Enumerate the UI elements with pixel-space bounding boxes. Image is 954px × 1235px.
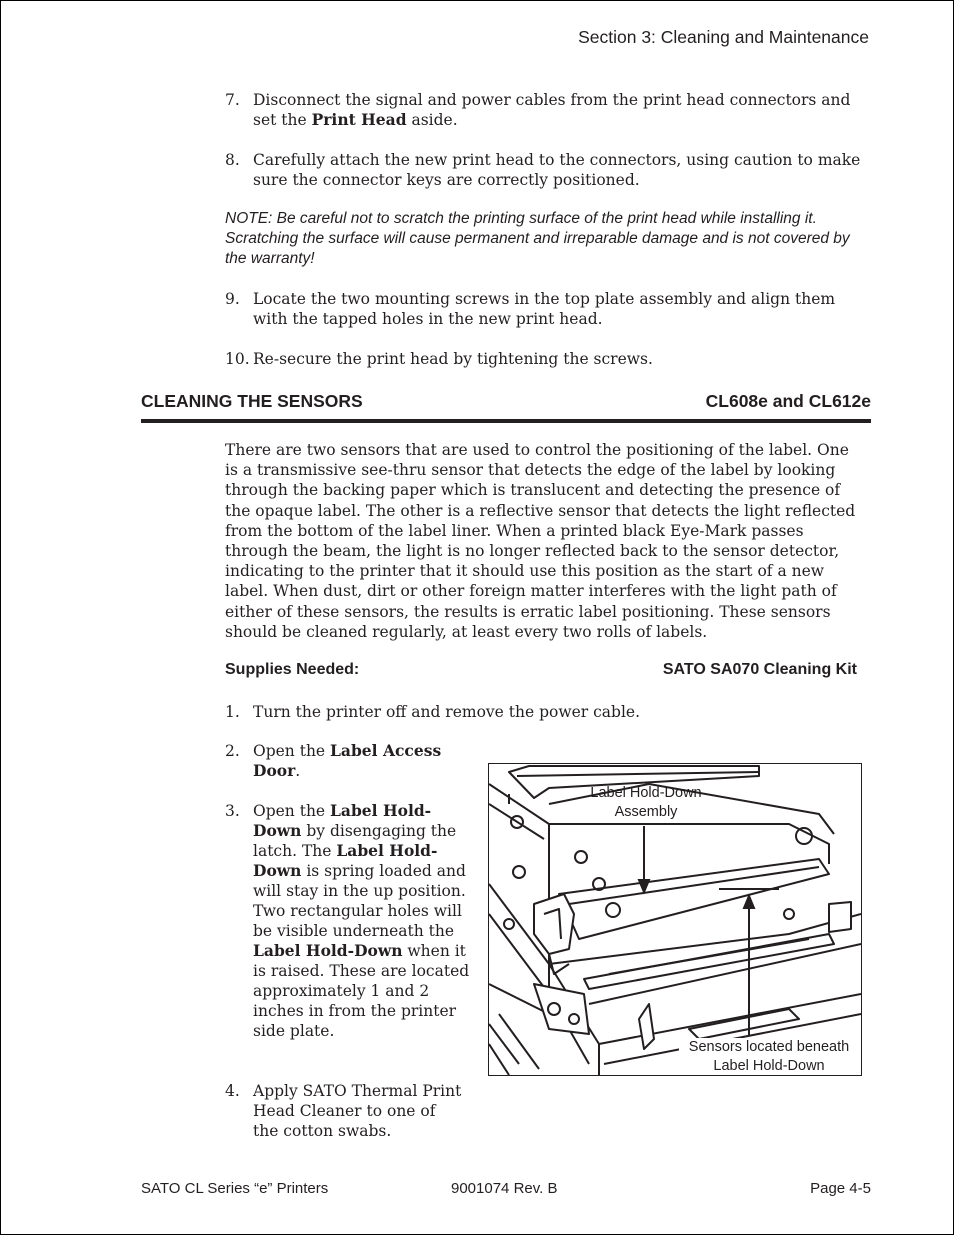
step-number: 9.: [225, 290, 240, 308]
step-bold-term: Print Head: [311, 110, 407, 129]
step-bold-term: Label Hold-Down: [253, 941, 403, 960]
step-8: [225, 150, 865, 190]
printer-sensor-figure: [488, 763, 862, 1076]
step-text: Re-secure the print head by tightening the screws.: [253, 350, 653, 368]
step-number: 4.: [225, 1082, 240, 1100]
section-header: Section 3: Cleaning and Maintenance: [578, 27, 869, 47]
step-text-part: when it is raised. These are located approximately 1 and 2 inches in from the printer side plate.: [253, 942, 470, 1040]
step-bold-term: Label Hold-Down: [253, 801, 432, 840]
step-text-part: is spring loaded and will stay in the up position. Two rectangular holes will be visible underneath the: [253, 862, 466, 940]
step-text-part: aside.: [406, 111, 458, 129]
step-text: [253, 90, 865, 130]
step-4: [225, 1081, 465, 1141]
step-number: 1.: [225, 703, 240, 721]
step-number: 7.: [225, 91, 240, 109]
section-title: CLEANING THE SENSORS: [141, 391, 363, 411]
intro-paragraph: There are two sensors that are used to control the positioning of the label. One is a transmissive see-thru sensor that detects the edge of the label by looking through the backing paper which is translucent and detecting the presence of the opaque label. The other is a reflective sensor that detects the light reflected from the bottom of the label liner. When a printed black Eye-Mark passes through the beam, the light is no longer reflected back to the sensor detector, indicating to the printer that it should use this position as the start of a new label. When dust, dirt or other foreign matter interferes with the light path of either of these sensors, the results is erratic label positioning. These sensors should be cleaned regularly, at least every two rolls of labels.: [225, 441, 856, 641]
step-text: [253, 741, 475, 781]
step-text: Carefully attach the new print head to the connectors, using caution to make sure the connector keys are correctly positioned.: [253, 151, 861, 189]
step-3: [225, 801, 475, 1041]
warning-note: NOTE: Be careful not to scratch the printing surface of the print head while installing it. Scratching the surface will cause permanent and irreparable damage and is not covered by the warranty!: [225, 210, 850, 267]
sensors-callout: Sensors located beneath Label Hold-Down: [679, 1038, 859, 1076]
section-models: CL608e and CL612e: [705, 391, 871, 411]
step-number: 10.: [225, 350, 250, 368]
step-text-part: Disconnect the signal and power cables from the print head connectors and set the: [253, 91, 851, 129]
step-text-part: Open the: [253, 802, 331, 820]
label-hold-down-callout: Label Hold-Down Assembly: [590, 785, 702, 820]
step-text: Locate the two mounting screws in the top plate assembly and align them with the tapped holes in the new print head.: [253, 290, 836, 328]
step-text-part: .: [295, 762, 301, 780]
step-9: [225, 289, 865, 329]
section-heading: [141, 391, 871, 423]
footer-product: SATO CL Series “e” Printers: [141, 1180, 329, 1197]
step-number: 3.: [225, 802, 240, 820]
step-text-part: by disengaging the latch. The: [253, 822, 457, 860]
step-1: [225, 702, 865, 722]
step-bold-term: Label Access Door: [253, 741, 442, 780]
supplies-label: Supplies Needed:: [225, 661, 360, 678]
step-number: 8.: [225, 151, 240, 169]
step-10: [225, 349, 865, 369]
step-text: [253, 801, 475, 1041]
footer-page-number: Page 4-5: [810, 1180, 871, 1197]
step-2: [225, 741, 475, 781]
step-text: Apply SATO Thermal Print Head Cleaner to one of the cotton swabs.: [253, 1082, 462, 1140]
step-text: Turn the printer off and remove the power cable.: [253, 703, 641, 721]
step-bold-term: Label Hold-Down: [253, 841, 438, 880]
step-text-part: Open the: [253, 742, 331, 760]
footer-revision: 9001074 Rev. B: [451, 1180, 558, 1197]
step-number: 2.: [225, 742, 240, 760]
supplies-kit: SATO SA070 Cleaning Kit: [662, 661, 857, 678]
step-7: [225, 90, 865, 130]
